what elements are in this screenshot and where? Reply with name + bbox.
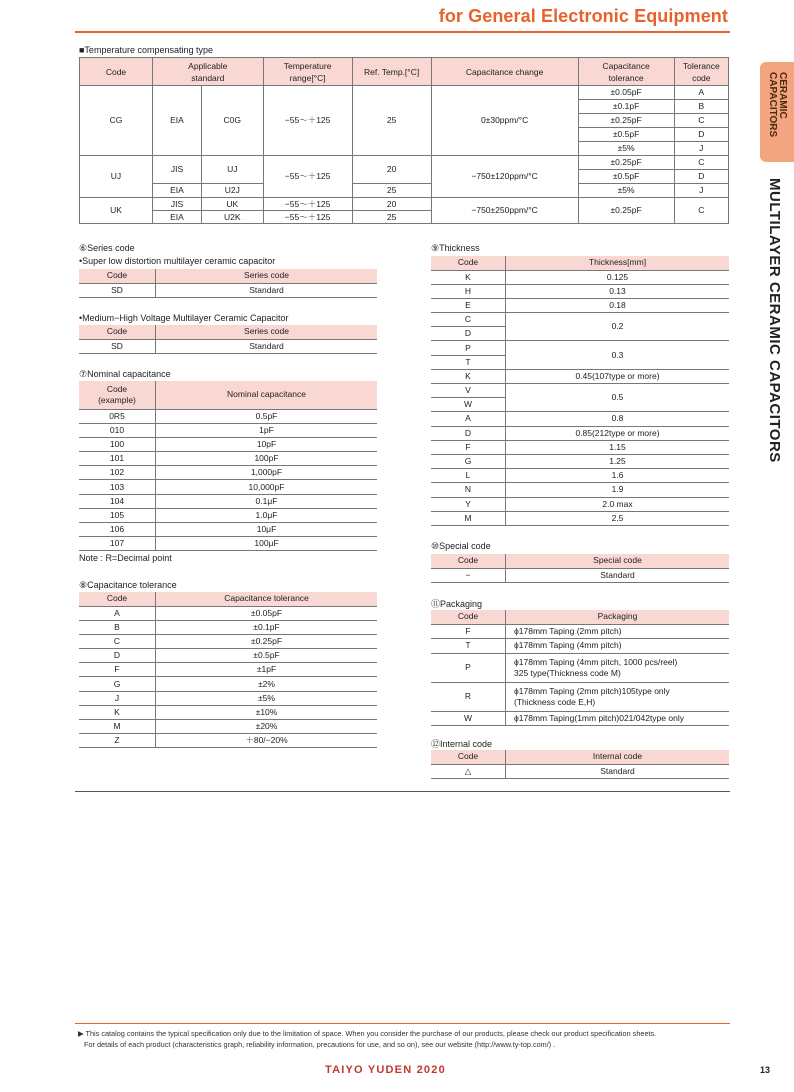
footer-note-line1: ▶ This catalog contains the typical specification only due to the limitation of space. When you consider the purchase of our products, please check our product specification sheets. bbox=[78, 1029, 657, 1038]
uj-tol: ±5% bbox=[578, 184, 674, 198]
table-row-code: F bbox=[431, 624, 506, 639]
cg-tc: C bbox=[674, 114, 728, 128]
table-row-code: M bbox=[79, 720, 156, 734]
cg-ref: 25 bbox=[352, 86, 431, 156]
series-code: SD bbox=[79, 283, 156, 297]
uj-ref2: 25 bbox=[352, 184, 431, 198]
table-row-code: T bbox=[431, 355, 506, 369]
uj-ref1: 20 bbox=[352, 156, 431, 184]
table-row-code: D bbox=[79, 649, 156, 663]
packaging-section-title: ⑪Packaging bbox=[431, 599, 483, 609]
table-row-code: 0R5 bbox=[79, 409, 156, 423]
header-rule bbox=[75, 31, 730, 33]
table-row-val: 0.2 bbox=[506, 313, 730, 341]
side-tab-label: CERAMIC CAPACITORS bbox=[767, 72, 788, 138]
uk-tc: C bbox=[674, 198, 728, 224]
table-row-code: P bbox=[431, 341, 506, 355]
table-row-val: 0.18 bbox=[506, 298, 730, 312]
table-row-code: K bbox=[79, 705, 156, 719]
uj-tc: C bbox=[674, 156, 728, 170]
uj-sub1: UJ bbox=[201, 156, 263, 184]
cg-code: CG bbox=[80, 86, 153, 156]
table-row-code: D bbox=[431, 327, 506, 341]
captol-section-title: ⑧Capacitance tolerance bbox=[79, 580, 177, 590]
table-row-val: ±10% bbox=[156, 705, 378, 719]
th-tol: Capacitance tolerance bbox=[578, 58, 674, 86]
table-row-val: 0.5pF bbox=[156, 409, 378, 423]
temp-compensating-table bbox=[79, 57, 729, 224]
table-row-code: B bbox=[79, 620, 156, 634]
th-packaging: Packaging bbox=[506, 610, 730, 624]
table-row-code: 106 bbox=[79, 523, 156, 537]
page-number: 13 bbox=[760, 1065, 771, 1075]
cg-tol: ±0.05pF bbox=[578, 86, 674, 100]
internal-section-title: ⑫Internal code bbox=[431, 739, 493, 749]
th-series: Series code bbox=[156, 325, 378, 339]
table-row-code: T bbox=[431, 639, 506, 654]
table-row-val: 0.8 bbox=[506, 412, 730, 426]
table-row-val: ±0.05pF bbox=[156, 606, 378, 620]
th-captol: Capacitance tolerance bbox=[156, 592, 378, 606]
table-row-code: L bbox=[431, 469, 506, 483]
uj-tc: J bbox=[674, 184, 728, 198]
th-code: Code bbox=[79, 325, 156, 339]
table-row-val: 1.6 bbox=[506, 469, 730, 483]
table-row-val: ±0.25pF bbox=[156, 634, 378, 648]
table-row-code: R bbox=[431, 682, 506, 711]
table-row-val: 10,000pF bbox=[156, 480, 378, 494]
thickness-section-title: ⑨Thickness bbox=[431, 243, 480, 253]
th-code: Code bbox=[431, 554, 506, 568]
th-series: Series code bbox=[156, 269, 378, 283]
table-row-val: 1.15 bbox=[506, 440, 730, 454]
table-row-code: A bbox=[79, 606, 156, 620]
th-std: Applicable standard bbox=[153, 58, 264, 86]
table-row-val: 0.1μF bbox=[156, 494, 378, 508]
table-row-code: 101 bbox=[79, 452, 156, 466]
table-row-val: ±5% bbox=[156, 691, 378, 705]
th-code: Code (example) bbox=[79, 381, 156, 409]
uj-tol: ±0.25pF bbox=[578, 156, 674, 170]
table-row-code: 103 bbox=[79, 480, 156, 494]
internal-val: Standard bbox=[506, 764, 730, 778]
uk-tol: ±0.25pF bbox=[578, 198, 674, 224]
cg-tol: ±0.1pF bbox=[578, 100, 674, 114]
table-row-code: 104 bbox=[79, 494, 156, 508]
table-row-code: J bbox=[79, 691, 156, 705]
uj-change: −750±120ppm/°C bbox=[431, 156, 578, 198]
uk-sub1: UK bbox=[201, 198, 263, 211]
series-val: Standard bbox=[156, 283, 378, 297]
uk-sub2: U2K bbox=[201, 211, 263, 224]
table-row-code: W bbox=[431, 711, 506, 726]
table-row-val: ±20% bbox=[156, 720, 378, 734]
table-row-val: 1pF bbox=[156, 423, 378, 437]
cg-tol: ±0.25pF bbox=[578, 114, 674, 128]
special-val: Standard bbox=[506, 568, 730, 582]
table-row-val: 0.125 bbox=[506, 270, 730, 284]
internal-code: △ bbox=[431, 764, 506, 778]
cg-tc: D bbox=[674, 128, 728, 142]
table-row-val: ±2% bbox=[156, 677, 378, 691]
table-row-code: G bbox=[431, 454, 506, 468]
table-row-val: 1,000pF bbox=[156, 466, 378, 480]
footer-note-line2: For details of each product (characteristics graph, reliability information, precautions for use, and so on), see our website (http://www.ty-top.com/) . bbox=[84, 1040, 556, 1049]
uk-ref1: 20 bbox=[352, 198, 431, 211]
cg-change: 0±30ppm/°C bbox=[431, 86, 578, 156]
table-row-code: G bbox=[79, 677, 156, 691]
temp-section-title: ■Temperature compensating type bbox=[79, 45, 214, 55]
table-row-val: 0.45(107type or more) bbox=[506, 369, 730, 383]
table-row-val: 1.25 bbox=[506, 454, 730, 468]
uk-range2: −55〜＋125 bbox=[263, 211, 352, 224]
cg-tol: ±0.5pF bbox=[578, 128, 674, 142]
catalog-header-title: for General Electronic Equipment bbox=[438, 6, 728, 26]
cg-tol: ±5% bbox=[578, 142, 674, 156]
nominal-section-title: ⑦Nominal capacitance bbox=[79, 369, 171, 379]
table-row-code: P bbox=[431, 653, 506, 682]
table-row-code: K bbox=[431, 369, 506, 383]
table-row-code: C bbox=[79, 634, 156, 648]
series-table-2 bbox=[79, 325, 377, 354]
nominal-table bbox=[79, 381, 377, 551]
uj-tc: D bbox=[674, 170, 728, 184]
uj-std1: JIS bbox=[153, 156, 202, 184]
th-code: Code bbox=[79, 592, 156, 606]
table-row-code: 100 bbox=[79, 437, 156, 451]
table-row-code: F bbox=[79, 663, 156, 677]
table-row-code: K bbox=[431, 270, 506, 284]
table-row-val: ϕ178mm Taping(1mm pitch)021/042type only bbox=[506, 711, 730, 726]
side-section-title: MULTILAYER CERAMIC CAPACITORS bbox=[766, 178, 783, 463]
th-range: Temperature range[°C] bbox=[263, 58, 352, 86]
content-bottom-rule bbox=[75, 791, 730, 792]
table-row-val: ±0.1pF bbox=[156, 620, 378, 634]
table-row-val: ＋80/−20% bbox=[156, 734, 378, 748]
th-thickness: Thickness[mm] bbox=[506, 256, 730, 270]
table-row-val: 0.5 bbox=[506, 384, 730, 412]
table-row-code: F bbox=[431, 440, 506, 454]
table-row-val: 0.85(212type or more) bbox=[506, 426, 730, 440]
nominal-note: Note : R=Decimal point bbox=[79, 553, 172, 563]
table-row-code: D bbox=[431, 426, 506, 440]
uk-std2: EIA bbox=[153, 211, 202, 224]
th-special: Special code bbox=[506, 554, 730, 568]
table-row-code: A bbox=[431, 412, 506, 426]
table-row-code: M bbox=[431, 511, 506, 525]
table-row-val: 0.13 bbox=[506, 284, 730, 298]
th-internal: Internal code bbox=[506, 750, 730, 764]
table-row-val: ϕ178mm Taping (4mm pitch) bbox=[506, 639, 730, 654]
captol-table bbox=[79, 592, 377, 748]
table-row-code: E bbox=[431, 298, 506, 312]
th-code: Code bbox=[431, 256, 506, 270]
th-nominal: Nominal capacitance bbox=[156, 381, 378, 409]
table-row-val: 1.0μF bbox=[156, 508, 378, 522]
cg-tc: J bbox=[674, 142, 728, 156]
cg-range: −55〜＋125 bbox=[263, 86, 352, 156]
table-row-val: ±1pF bbox=[156, 663, 378, 677]
table-row-code: 105 bbox=[79, 508, 156, 522]
uj-sub2: U2J bbox=[201, 184, 263, 198]
th-code: Code bbox=[80, 58, 153, 86]
table-row-code: N bbox=[431, 483, 506, 497]
table-row-val: 2.5 bbox=[506, 511, 730, 525]
table-row-val: 100pF bbox=[156, 452, 378, 466]
footer-note bbox=[78, 1028, 738, 1050]
table-row-val: 10μF bbox=[156, 523, 378, 537]
table-row-val: 0.3 bbox=[506, 341, 730, 369]
table-row-code: 010 bbox=[79, 423, 156, 437]
table-row-val: 1.9 bbox=[506, 483, 730, 497]
series-val: Standard bbox=[156, 339, 378, 353]
uk-ref2: 25 bbox=[352, 211, 431, 224]
table-row-code: C bbox=[431, 313, 506, 327]
series-code: SD bbox=[79, 339, 156, 353]
cg-std: EIA bbox=[153, 86, 202, 156]
series-section-title: ⑥Series code bbox=[79, 243, 135, 253]
th-code: Code bbox=[79, 269, 156, 283]
footer-brand: TAIYO YUDEN 2020 bbox=[325, 1064, 446, 1076]
series-sub2: •Medium−High Voltage Multilayer Ceramic Capacitor bbox=[79, 313, 289, 323]
uk-range1: −55〜＋125 bbox=[263, 198, 352, 211]
table-row-val: 100μF bbox=[156, 537, 378, 551]
series-table-1 bbox=[79, 269, 377, 298]
uk-std1: JIS bbox=[153, 198, 202, 211]
table-row-code: 107 bbox=[79, 537, 156, 551]
table-row-code: 102 bbox=[79, 466, 156, 480]
side-category-tab[interactable] bbox=[760, 62, 794, 162]
uj-std2: EIA bbox=[153, 184, 202, 198]
special-code: − bbox=[431, 568, 506, 582]
thickness-table bbox=[431, 256, 729, 526]
internal-table bbox=[431, 750, 729, 779]
table-row-val: ϕ178mm Taping (2mm pitch)105type only (Thickness code E,H) bbox=[506, 682, 730, 711]
special-table bbox=[431, 554, 729, 583]
cg-tc: B bbox=[674, 100, 728, 114]
table-row-val: ±0.5pF bbox=[156, 649, 378, 663]
cg-tc: A bbox=[674, 86, 728, 100]
table-row-code: H bbox=[431, 284, 506, 298]
packaging-table bbox=[431, 610, 729, 726]
uj-tol: ±0.5pF bbox=[578, 170, 674, 184]
table-row-val: 2.0 max bbox=[506, 497, 730, 511]
th-tol-code: Tolerance code bbox=[674, 58, 728, 86]
table-row-code: Y bbox=[431, 497, 506, 511]
table-row-val: 10pF bbox=[156, 437, 378, 451]
table-row-val: ϕ178mm Taping (2mm pitch) bbox=[506, 624, 730, 639]
footer-rule bbox=[75, 1023, 730, 1024]
uj-range: −55〜＋125 bbox=[263, 156, 352, 198]
uk-change: −750±250ppm/°C bbox=[431, 198, 578, 224]
table-row-code: W bbox=[431, 398, 506, 412]
series-sub1: •Super low distortion multilayer ceramic capacitor bbox=[79, 256, 276, 266]
cg-sub: C0G bbox=[201, 86, 263, 156]
table-row-code: V bbox=[431, 384, 506, 398]
uk-code: UK bbox=[80, 198, 153, 224]
special-section-title: ⑩Special code bbox=[431, 541, 491, 551]
th-code: Code bbox=[431, 610, 506, 624]
th-cap-change: Capacitance change bbox=[431, 58, 578, 86]
uj-code: UJ bbox=[80, 156, 153, 198]
th-code: Code bbox=[431, 750, 506, 764]
th-ref: Ref. Temp.[°C] bbox=[352, 58, 431, 86]
table-row-code: Z bbox=[79, 734, 156, 748]
table-row-val: ϕ178mm Taping (4mm pitch, 1000 pcs/reel) 325 type(Thickness code M) bbox=[506, 653, 730, 682]
